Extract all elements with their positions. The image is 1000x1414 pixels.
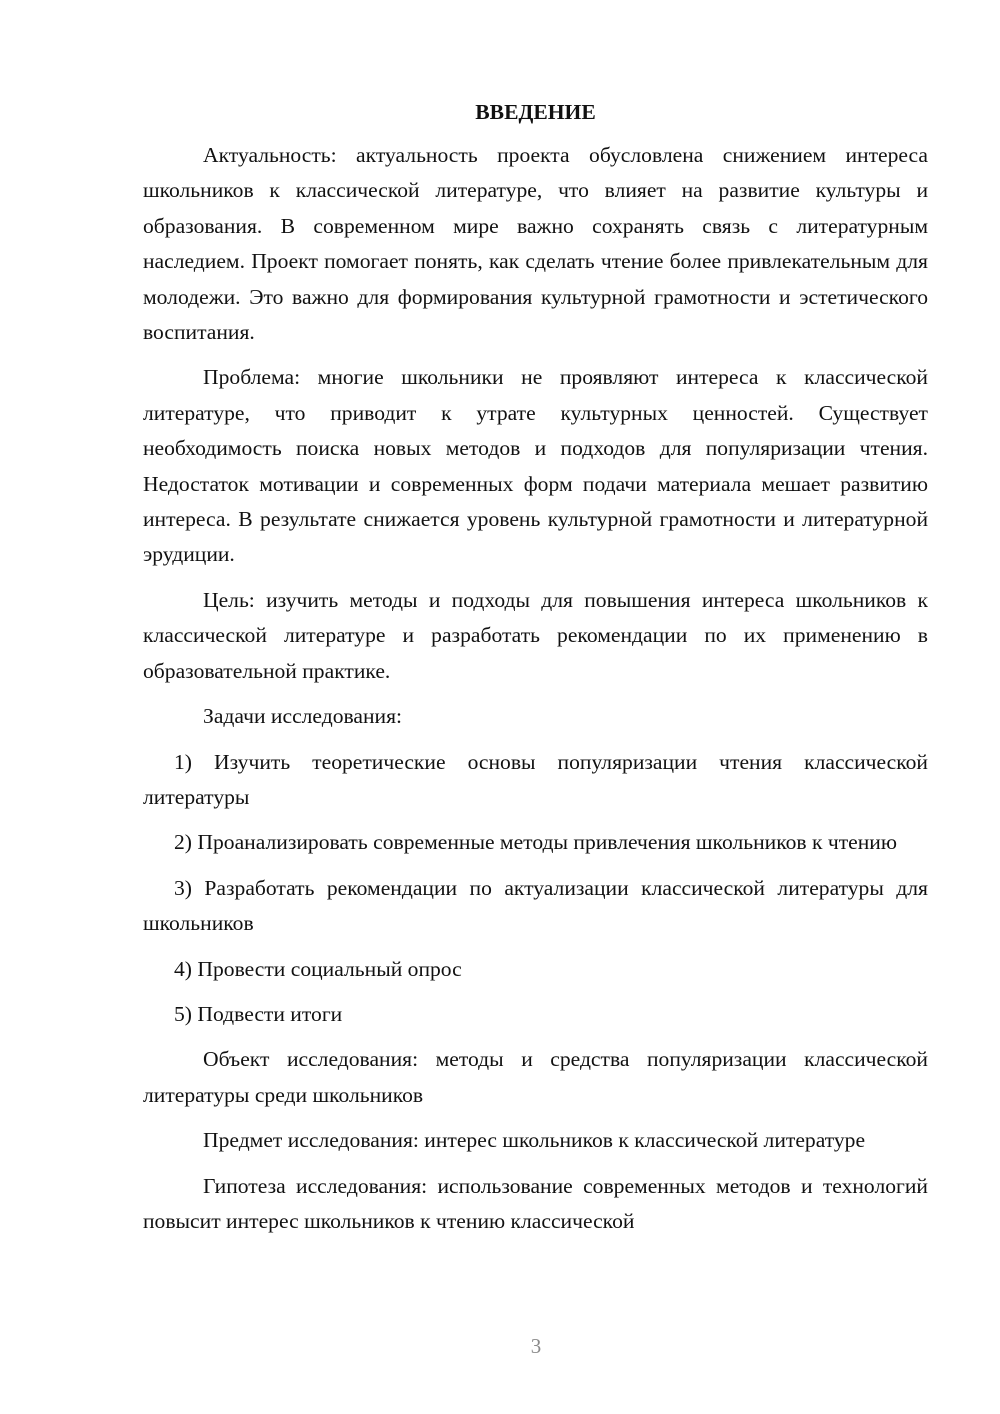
page-number: 3 [530,1334,542,1358]
tasks-heading: Задачи исследования: [203,704,403,729]
page-content [143,95,928,1249]
task-item-3: 3) Разработать рекомендации по актуализации классической литературы для школьников [143,875,928,936]
hypothesis-paragraph: Гипотеза исследования: использование современных методов и технологий повысит интерес школьников к чтению классической [143,1173,928,1233]
problem-paragraph: Проблема: многие школьники не проявляют интереса к классической литературе, что приводит к утрате культурных ценностей. Существует необходимость поиска новых методов и подходов для популяризации чтения. Недостаток мотивации и современных форм подачи материала мешает развитию интереса. В результате снижается уровень культурной грамотности и литературной эрудиции. [143,365,928,567]
subject-paragraph: Предмет исследования: интерес школьников к классической литературе [203,1128,866,1153]
relevance-paragraph: Актуальность: актуальность проекта обусловлена снижением интереса школьников к классической литературе, что влияет на развитие культуры и образования. В современном мире важно сохранять связь с литературным наследием. Проект помогает понять, как сделать чтение более привлекательным для молодежи. Это важно для формирования культурной грамотности и эстетического воспитания. [143,143,928,345]
object-paragraph: Объект исследования: методы и средства популяризации классической литературы среди школьников [143,1047,928,1107]
task-item-5: 5) Подвести итоги [174,1001,343,1026]
goal-paragraph: Цель: изучить методы и подходы для повышения интереса школьников к классической литературе и разработать рекомендации по их применению в образовательной практике. [143,587,928,683]
tasks-list [143,745,928,1033]
task-item-4: 4) Провести социальный опрос [174,956,462,981]
page-title: ВВЕДЕНИЕ [475,100,596,124]
task-item-2: 2) Проанализировать современные методы привлечения школьников к чтению [174,830,897,855]
task-item-1: 1) Изучить теоретические основы популяризации чтения классической литературы [143,749,928,809]
